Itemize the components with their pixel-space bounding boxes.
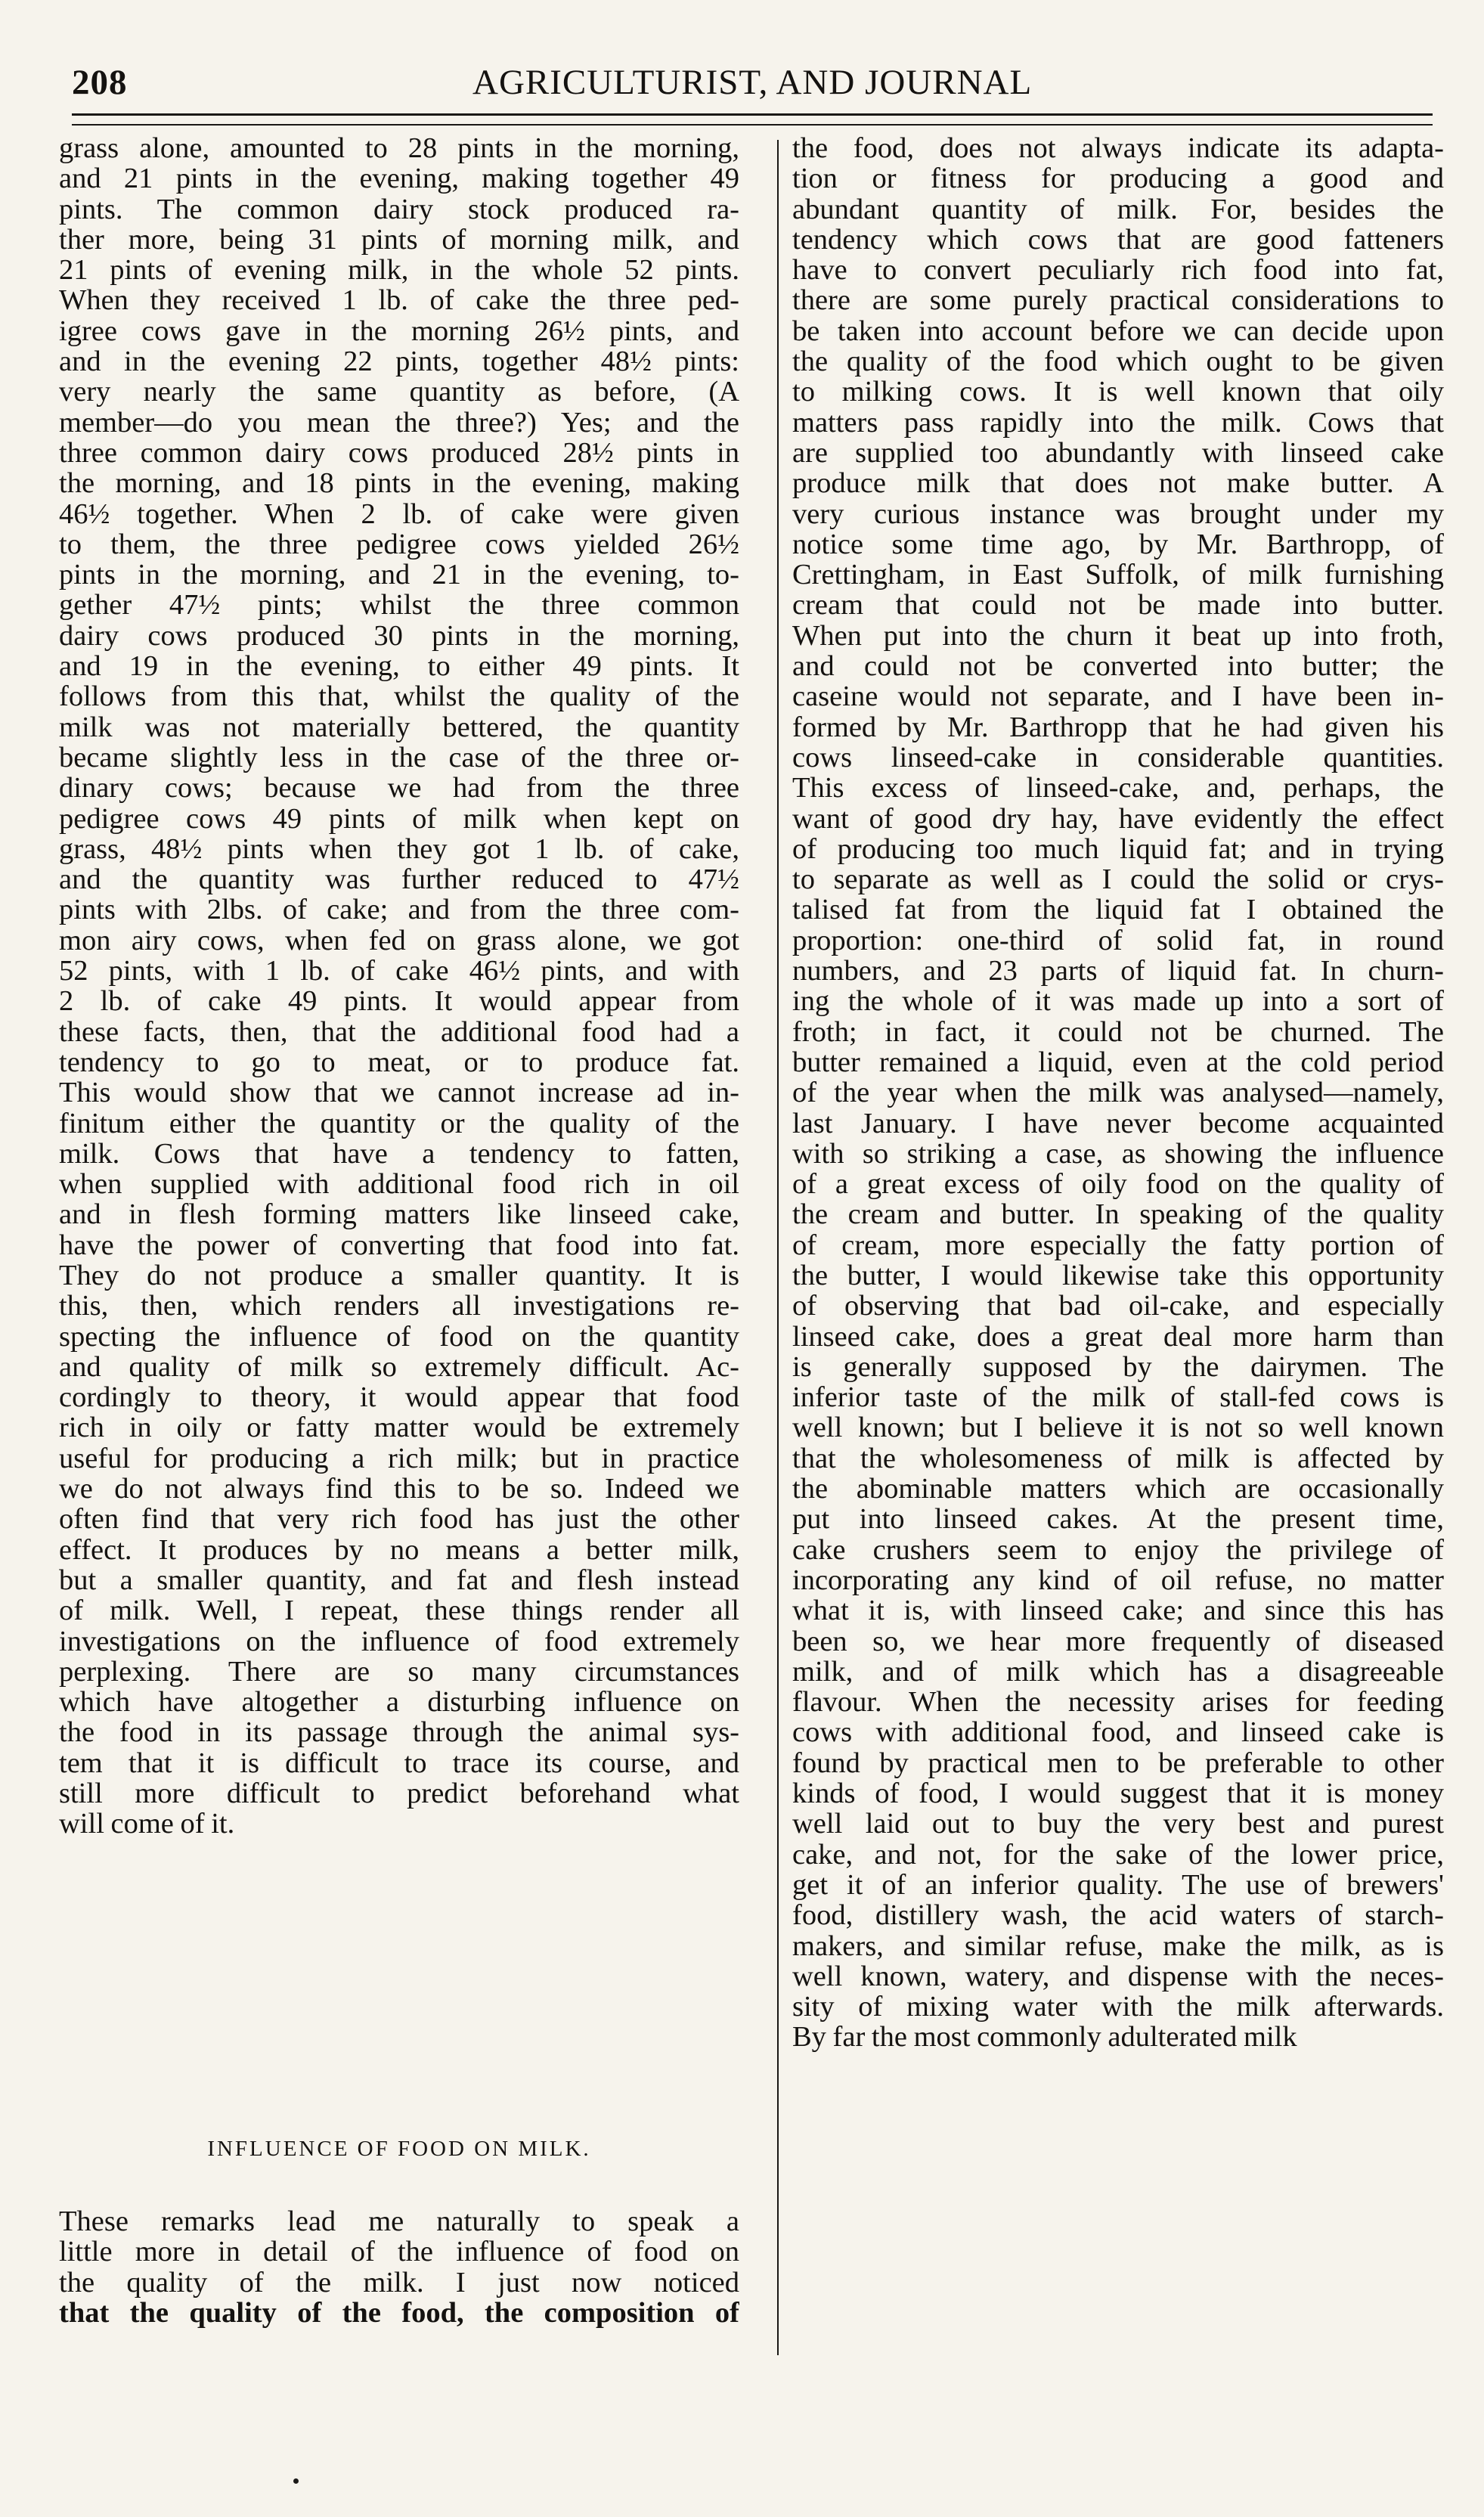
text-line: caseine would not separate, and I have been in-: [792, 681, 1444, 712]
text-line: last January. I have never become acquainted: [792, 1108, 1444, 1139]
text-line: proportion: one-third of solid fat, in round: [792, 925, 1444, 956]
text-line: 46½ together. When 2 lb. of cake were given: [59, 498, 739, 529]
text-line: three common dairy cows produced 28½ pints in: [59, 437, 739, 469]
text-line: milk. Cows that have a tendency to fatten,: [59, 1138, 739, 1170]
section-paragraph: [59, 2206, 739, 2328]
text-line: and 19 in the evening, to either 49 pints. It: [59, 651, 739, 682]
text-line: the cream and butter. In speaking of the quality: [792, 1199, 1444, 1230]
text-line: cream that could not be made into butter.: [792, 590, 1444, 621]
text-line: Crettingham, in East Suffolk, of milk furnishing: [792, 560, 1444, 591]
text-line: ing the whole of it was made up into a sort of: [792, 986, 1444, 1017]
text-line: ther more, being 31 pints of morning milk, and: [59, 224, 739, 256]
text-line: the abominable matters which are occasionally: [792, 1474, 1444, 1505]
text-line: pints. The common dairy stock produced ra-: [59, 194, 739, 225]
page-number: 208: [72, 63, 128, 102]
text-line: of cream, more especially the fatty portion of: [792, 1229, 1444, 1260]
text-line: follows from this that, whilst the quality of the: [59, 681, 739, 712]
text-line: to them, the three pedigree cows yielded 26½: [59, 529, 739, 560]
text-line: formed by Mr. Barthropp that he had given his: [792, 711, 1444, 742]
text-line: well known, watery, and dispense with the neces-: [792, 1961, 1444, 1992]
text-line: well laid out to buy the very best and purest: [792, 1809, 1444, 1840]
text-line: and the quantity was further reduced to 47½: [59, 864, 739, 895]
text-line: tendency which cows that are good fatteners: [792, 224, 1444, 256]
text-line: will come of it.: [59, 1809, 235, 1840]
text-line: makers, and similar refuse, make the milk, as is: [792, 1930, 1444, 1961]
text-line: cake crushers seem to enjoy the privilege of: [792, 1534, 1444, 1565]
text-line: there are some purely practical considerations to: [792, 285, 1444, 316]
text-line: that the quality of the food, the composition of: [59, 2297, 739, 2329]
text-line: numbers, and 23 parts of liquid fat. In churn-: [792, 956, 1444, 987]
text-line: produce milk that does not make butter. A: [792, 468, 1444, 499]
header-rule: [72, 113, 1433, 116]
text-line: 21 pints of evening milk, in the whole 52 pints.: [59, 255, 739, 286]
text-line: mon airy cows, when fed on grass alone, we got: [59, 925, 739, 956]
text-line: very nearly the same quantity as before, (A: [59, 377, 739, 408]
text-line: rich in oily or fatty matter would be extremely: [59, 1412, 739, 1443]
text-line: of observing that bad oil-cake, and especially: [792, 1291, 1444, 1322]
text-line: When they received 1 lb. of cake the three ped-: [59, 285, 739, 316]
text-line: and quality of milk so extremely difficult. Ac-: [59, 1351, 739, 1383]
text-line: put into linseed cakes. At the present time,: [792, 1504, 1444, 1535]
text-line: 2 lb. of cake 49 pints. It would appear from: [59, 986, 739, 1017]
section-heading: INFLUENCE OF FOOD ON MILK.: [207, 2137, 591, 2161]
text-line: often find that very rich food has just the other: [59, 1504, 739, 1535]
text-line: and could not be converted into butter; the: [792, 651, 1444, 682]
text-line: the food in its passage through the animal sys-: [59, 1717, 739, 1748]
text-line: flavour. When the necessity arises for feeding: [792, 1687, 1444, 1718]
text-line: investigations on the influence of food extremely: [59, 1626, 739, 1657]
text-line: of the year when the milk was analysed—namely,: [792, 1077, 1444, 1108]
page-header: [72, 47, 1417, 107]
text-line: to milking cows. It is well known that oily: [792, 377, 1444, 408]
text-line: cake, and not, for the sake of the lower price,: [792, 1839, 1444, 1870]
text-line: linseed cake, does a great deal more harm than: [792, 1321, 1444, 1352]
text-line: sity of mixing water with the milk afterwards.: [792, 1992, 1444, 2023]
text-line: want of good dry hay, have evidently the effect: [792, 803, 1444, 834]
text-line: and in the evening 22 pints, together 48½ pints:: [59, 346, 739, 377]
text-line: the food, does not always indicate its adapta-: [792, 133, 1444, 164]
text-line: but a smaller quantity, and fat and flesh instead: [59, 1564, 739, 1596]
text-line: dinary cows; because we had from the three: [59, 773, 739, 804]
left-column: [59, 133, 739, 1840]
text-line: still more difficult to predict beforehand what: [59, 1778, 739, 1809]
text-line: which have altogether a disturbing influence on: [59, 1687, 739, 1718]
text-line: perplexing. There are so many circumstances: [59, 1656, 739, 1688]
text-line: food, distillery wash, the acid waters of starch-: [792, 1900, 1444, 1931]
text-line: milk was not materially bettered, the quantity: [59, 711, 739, 742]
text-line: of a great excess of oily food on the quality of: [792, 1169, 1444, 1200]
text-line: cows linseed-cake in considerable quantities.: [792, 742, 1444, 773]
text-line: tem that it is difficult to trace its course, and: [59, 1747, 739, 1779]
text-line: dairy cows produced 30 pints in the morning,: [59, 620, 739, 652]
text-line: inferior taste of the milk of stall-fed cows is: [792, 1382, 1444, 1413]
text-line: They do not produce a smaller quantity. It is: [59, 1260, 739, 1291]
text-line: have to convert peculiarly rich food into fat,: [792, 255, 1444, 286]
text-line: when supplied with additional food rich in oil: [59, 1169, 739, 1200]
text-line: tendency to go to meat, or to produce fat.: [59, 1046, 739, 1078]
text-line: kinds of food, I would suggest that it is money: [792, 1778, 1444, 1809]
text-line: butter remained a liquid, even at the cold period: [792, 1046, 1444, 1078]
column-divider: [777, 140, 779, 2355]
text-line: member—do you mean the three?) Yes; and the: [59, 407, 739, 438]
text-line: This would show that we cannot increase ad in-: [59, 1077, 739, 1108]
text-line: found by practical men to be preferable to other: [792, 1747, 1444, 1779]
text-line: this, then, which renders all investigations re-: [59, 1291, 739, 1322]
text-line: get it of an inferior quality. The use of brewers': [792, 1869, 1444, 1901]
text-line: be taken into account before we can decide upon: [792, 315, 1444, 347]
text-line: with so striking a case, as showing the influence: [792, 1138, 1444, 1170]
text-line: talised fat from the liquid fat I obtained the: [792, 894, 1444, 925]
text-line: incorporating any kind of oil refuse, no matter: [792, 1564, 1444, 1596]
text-line: useful for producing a rich milk; but in practice: [59, 1443, 739, 1474]
text-line: finitum either the quantity or the quality of the: [59, 1108, 739, 1139]
text-line: and 21 pints in the evening, making together 49: [59, 163, 739, 194]
ink-speck: [293, 2478, 299, 2484]
text-line: are supplied too abundantly with linseed cake: [792, 437, 1444, 469]
text-line: have the power of converting that food into fat.: [59, 1229, 739, 1260]
text-line: is generally supposed by the dairymen. The: [792, 1351, 1444, 1383]
text-line: of producing too much liquid fat; and in trying: [792, 833, 1444, 865]
text-line: These remarks lead me naturally to speak a: [59, 2206, 739, 2237]
text-line: very curious instance was brought under my: [792, 498, 1444, 529]
right-column: [792, 133, 1444, 2053]
text-line: When put into the churn it beat up into froth,: [792, 620, 1444, 652]
text-line: that the wholesomeness of milk is affected by: [792, 1443, 1444, 1474]
text-line: the morning, and 18 pints in the evening, making: [59, 468, 739, 499]
text-line: been so, we hear more frequently of diseased: [792, 1626, 1444, 1657]
text-line: matters pass rapidly into the milk. Cows that: [792, 407, 1444, 438]
text-line: the quality of the food which ought to be given: [792, 346, 1444, 377]
text-line: milk, and of milk which has a disagreeable: [792, 1656, 1444, 1688]
text-line: 52 pints, with 1 lb. of cake 46½ pints, and with: [59, 956, 739, 987]
text-line: little more in detail of the influence of food on: [59, 2236, 739, 2267]
text-line: the quality of the milk. I just now noticed: [59, 2267, 739, 2298]
text-line: pedigree cows 49 pints of milk when kept on: [59, 803, 739, 834]
text-line: This excess of linseed-cake, and, perhaps, the: [792, 773, 1444, 804]
text-line: tion or fitness for producing a good and: [792, 163, 1444, 194]
text-line: By far the most commonly adulterated milk: [792, 2022, 1297, 2053]
text-line: cows with additional food, and linseed cake is: [792, 1717, 1444, 1748]
text-line: pints with 2lbs. of cake; and from the three com-: [59, 894, 739, 925]
text-line: these facts, then, that the additional food had a: [59, 1016, 739, 1047]
text-line: well known; but I believe it is not so well known: [792, 1412, 1444, 1443]
text-line: grass alone, amounted to 28 pints in the morning,: [59, 133, 739, 164]
text-line: became slightly less in the case of the three or-: [59, 742, 739, 773]
text-line: pints in the morning, and 21 in the evening, to-: [59, 560, 739, 591]
text-line: we do not always find this to be so. Indeed we: [59, 1474, 739, 1505]
text-line: abundant quantity of milk. For, besides the: [792, 194, 1444, 225]
text-line: of milk. Well, I repeat, these things render all: [59, 1595, 739, 1626]
text-line: specting the influence of food on the quantity: [59, 1321, 739, 1352]
text-line: grass, 48½ pints when they got 1 lb. of cake,: [59, 833, 739, 865]
text-line: froth; in fact, it could not be churned. The: [792, 1016, 1444, 1047]
text-line: to separate as well as I could the solid or crys-: [792, 864, 1444, 895]
text-line: and in flesh forming matters like linseed cake,: [59, 1199, 739, 1230]
text-line: what it is, with linseed cake; and since this has: [792, 1595, 1444, 1626]
text-line: gether 47½ pints; whilst the three common: [59, 590, 739, 621]
header-rule-double: [72, 124, 1433, 126]
running-title: AGRICULTURIST, AND JOURNAL: [472, 63, 1033, 102]
text-line: effect. It produces by no means a better milk,: [59, 1534, 739, 1565]
text-line: cordingly to theory, it would appear that food: [59, 1382, 739, 1413]
text-line: notice some time ago, by Mr. Barthropp, of: [792, 529, 1444, 560]
text-line: igree cows gave in the morning 26½ pints, and: [59, 315, 739, 347]
text-line: the butter, I would likewise take this opportunity: [792, 1260, 1444, 1291]
